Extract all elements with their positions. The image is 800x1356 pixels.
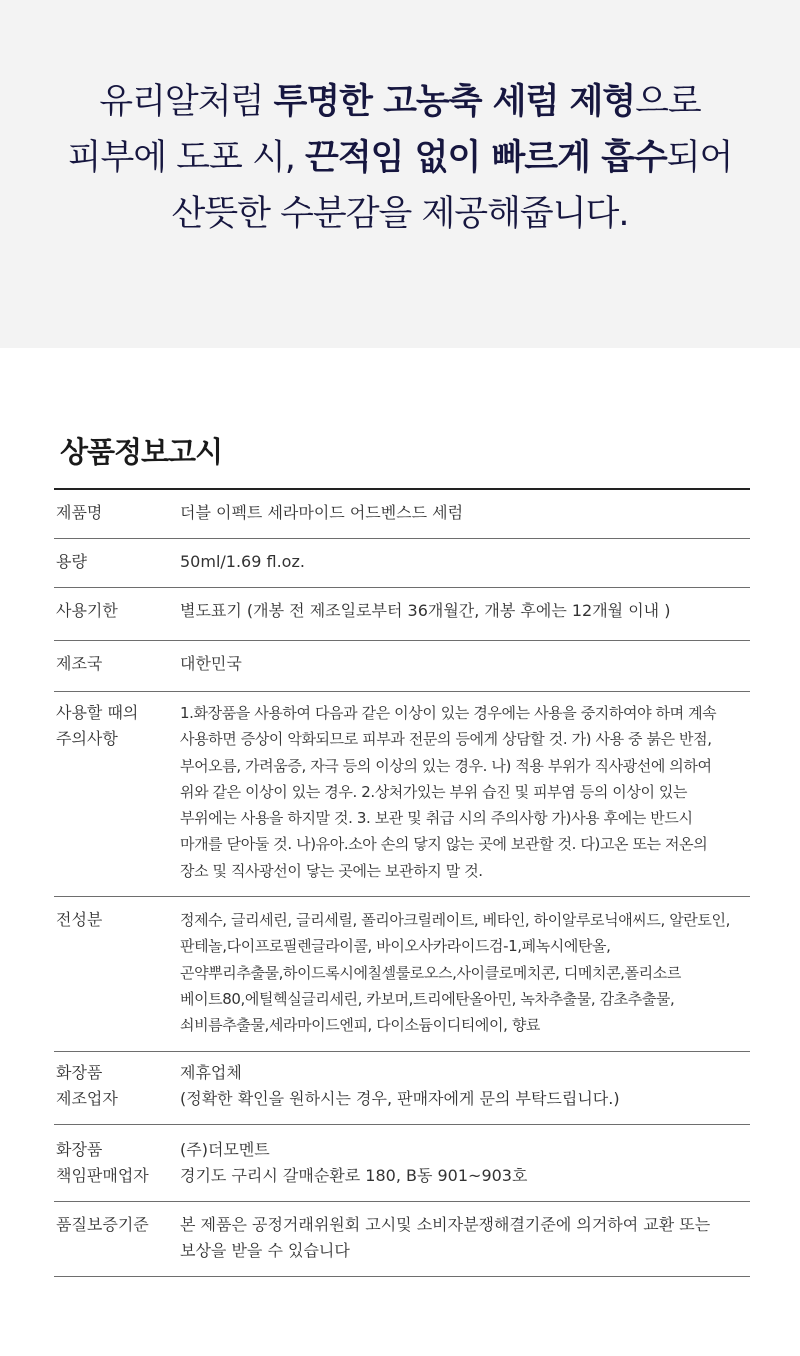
info-row-value	[180, 1060, 750, 1112]
info-row-label	[54, 907, 180, 1038]
value-line: 부위에는 사용을 하지말 것. 3. 보관 및 취급 시의 주의사항 가)사용 후에는 반드시	[180, 809, 693, 828]
label-line: 사용기한	[56, 601, 118, 620]
hero-line-3	[172, 186, 629, 242]
info-row-value	[180, 907, 750, 1038]
info-row-label	[54, 700, 180, 884]
hero-text: 유리알처럼	[99, 82, 274, 122]
info-row-value	[180, 1212, 750, 1264]
value-line: 곤약뿌리추출물,하이드록시에칠셀룰로오스,사이클로메치콘, 디메치콘,폴리소르	[180, 963, 681, 982]
value-line: 경기도 구리시 갈매순환로 180, B동 901~903호	[180, 1165, 528, 1185]
info-row-label	[54, 1212, 180, 1264]
label-line: 전성분	[56, 910, 103, 930]
info-row	[54, 641, 750, 692]
label-line: 제품명	[56, 503, 103, 522]
info-row-value	[180, 700, 750, 884]
value-line: (정확한 확인을 원하시는 경우, 판매자에게 문의 부탁드립니다.)	[180, 1088, 620, 1108]
product-info-notice	[54, 430, 750, 1277]
value-line: (주)더모멘트	[180, 1139, 270, 1159]
label-line: 용량	[56, 552, 87, 571]
info-row	[54, 1125, 750, 1202]
notice-title: 상품정보고시	[60, 435, 223, 469]
hero-text: 되어	[666, 138, 733, 178]
info-row	[54, 588, 750, 641]
label-line: 주의사항	[56, 729, 118, 748]
hero-text-bold: 끈적임 없이 빠르게 흡수	[305, 138, 667, 178]
label-line: 화장품	[56, 1062, 103, 1082]
info-row-value	[180, 1137, 750, 1189]
value-line: 위와 같은 이상이 있는 경우. 2.상처가있는 부위 습진 및 피부염 등의 이상이 있는	[180, 782, 688, 801]
info-row-value	[180, 549, 750, 575]
info-table	[54, 488, 750, 1277]
value-line: 본 제품은 공정거래위원회 고시및 소비자분쟁해결기준에 의거하여 교환 또는	[180, 1214, 711, 1234]
info-row	[54, 490, 750, 539]
value-line: 장소 및 직사광선이 닿는 곳에는 보관하지 말 것.	[180, 861, 483, 880]
info-row-value	[180, 651, 750, 677]
label-line: 제조국	[56, 654, 103, 673]
value-line: 판테놀,다이프로필렌글라이콜, 바이오사카라이드검-1,페녹시에탄올,	[180, 937, 611, 956]
value-line: 베이트80,에틸헥실글리세린, 카보머,트리에탄올아민, 녹차추출물, 감초추출물,	[180, 989, 675, 1008]
value-line: 보상을 받을 수 있습니다	[180, 1240, 350, 1260]
hero-text-bold: 투명한 고농축 세럼 제형	[273, 82, 636, 122]
info-row	[54, 692, 750, 897]
label-line: 화장품	[56, 1139, 103, 1159]
info-row-label	[54, 1060, 180, 1112]
value-line: 제휴업체	[180, 1062, 242, 1082]
info-row-label	[54, 549, 180, 575]
info-row-label	[54, 651, 180, 677]
info-row	[54, 897, 750, 1051]
info-row-value	[180, 598, 750, 624]
value-line: 더블 이펙트 세라마이드 어드벤스드 세럼	[180, 503, 464, 522]
hero-text: 으로	[635, 82, 701, 122]
label-line: 사용할 때의	[56, 703, 139, 722]
hero-text: 피부에 도포 시,	[67, 138, 306, 178]
info-row	[54, 539, 750, 588]
label-line: 책임판매업자	[56, 1165, 149, 1185]
info-row-value	[180, 500, 750, 526]
value-line: 사용하면 증상이 악화되므로 피부과 전문의 등에게 상담할 것. 가) 사용 중 붉은 반점,	[180, 730, 712, 749]
hero-line-1	[99, 74, 700, 130]
hero-line-2	[68, 130, 733, 186]
value-line: 50ml/1.69 fl.oz.	[180, 552, 305, 571]
hero-text: 산뜻한 수분감을 제공해줍니다.	[171, 194, 629, 234]
value-line: 부어오름, 가려움증, 자극 등의 이상의 있는 경우. 나) 적용 부위가 직사광선에 의하여	[180, 756, 712, 775]
value-line: 쇠비름추출물,세라마이드엔피, 다이소듐이디티에이, 향료	[180, 1016, 541, 1035]
value-line: 정제수, 글리세린, 글리세릴, 폴리아크릴레이트, 베타인, 하이알루로닉애씨드, 알란토인,	[180, 911, 730, 930]
hero-banner	[0, 0, 800, 348]
info-row	[54, 1202, 750, 1277]
value-line: 1.화장품을 사용하여 다음과 같은 이상이 있는 경우에는 사용을 중지하여야 하며 계속	[180, 704, 717, 722]
label-line: 제조업자	[56, 1088, 118, 1108]
info-row-label	[54, 598, 180, 624]
value-line: 마개를 닫아둘 것. 나)유아.소아 손의 닿지 않는 곳에 보관할 것. 다)고온 또는 저온의	[180, 835, 708, 854]
value-line: 대한민국	[180, 654, 242, 673]
info-row-label	[54, 1137, 180, 1189]
value-line: 별도표기 (개봉 전 제조일로부터 36개월간, 개봉 후에는 12개월 이내 )	[180, 601, 671, 620]
info-row	[54, 1052, 750, 1125]
label-line: 품질보증기준	[56, 1214, 149, 1234]
info-row-label	[54, 500, 180, 526]
